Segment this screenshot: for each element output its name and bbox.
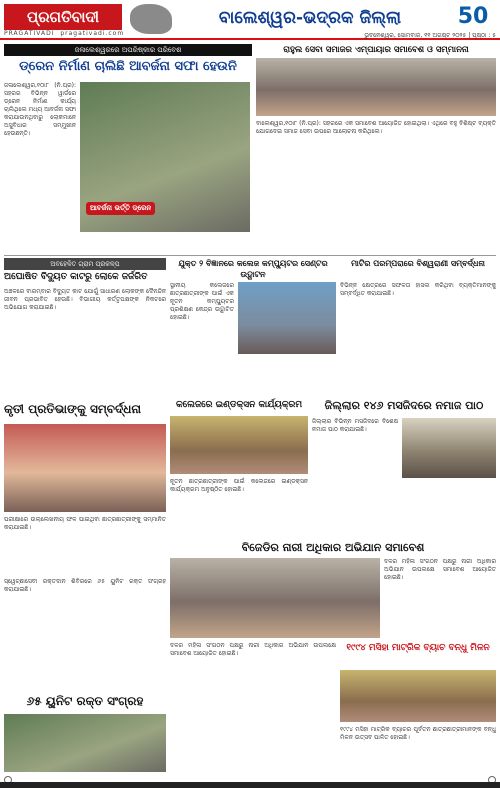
photo-tag: ଆବର୍ଜନା ଭର୍ତ୍ତି ଡ୍ରେନ [86, 202, 155, 215]
dateline: ଭୁବନେଶ୍ୱର, ସୋମବାର, ୧୧ ଅଗଷ୍ଟ ୨୦୨୫ | ପୃଷ୍ଠା : ୫ [364, 32, 496, 39]
story-body: ସ୍ୱେଚ୍ଛାସେବୀ ରକ୍ତଦାନ ଶିବିରରେ ୬୫ ୟୁନିଟ ରକ୍ତ ସଂଗ୍ରହ କରାଯାଇଛି। [4, 578, 166, 593]
rahul-photo [256, 58, 496, 116]
story-computer [170, 258, 336, 396]
story-batch [340, 642, 496, 774]
brand-subtitle: PRAGATIVADI pragativadi.com [4, 30, 125, 37]
story-headline: ଯୁକ୍ତ ୨ ବିଜ୍ଞାନରେ କଲେଜ କମ୍ପ୍ୟୁଟର ସେଣ୍ଟର ଉଦ୍ଘାଟନ [178, 259, 328, 279]
folio-bar [0, 782, 500, 788]
story-body: ୧୯୯୪ ମସିହା ମାଟ୍ରିକ ବ୍ୟାଚର ପୂର୍ବତନ ଛାତ୍ରଛାତ୍ରୀମାନଙ୍କ ବନ୍ଧୁ ମିଳନ ଉତ୍ସବ ପାଳିତ ହୋଇଛି। [340, 726, 496, 741]
story-krushi [4, 398, 166, 576]
masthead [0, 0, 500, 40]
induction-photo [170, 416, 308, 474]
story-body: ସ୍ଥାନୀୟ କଲେଜରେ ଛାତ୍ରଛାତ୍ରୀଙ୍କ ପାଇଁ ଏକ ନୂତନ କମ୍ପ୍ୟୁଟର ପ୍ରଶିକ୍ଷଣ କେନ୍ଦ୍ର ଉଦ୍ଘାଟିତ ହୋଇଛି। [170, 282, 234, 321]
mosque-photo [402, 418, 496, 478]
story-bjd-continued [170, 642, 336, 774]
jubilee-logo: 50 [457, 4, 489, 29]
story-headline: କଲେଜରେ ଇଣ୍ଡକ୍ସନ କାର୍ଯ୍ୟକ୍ରମ [175, 400, 303, 410]
story-kicker: ଅବହେଳିତ ଗ୍ରାମ ପ୍ରକଳ୍ପ [4, 258, 166, 270]
story-body: ଦଳର ମହିଳା ସଂଗଠନ ପକ୍ଷରୁ ନାରୀ ଅଧିକାର ଅଭିଯାନ ଉପଲକ୍ଷେ ସମାବେଶ ଆୟୋଜିତ ହୋଇଛି। [384, 558, 496, 581]
story-headline: ବିଜେଡିର ନାରୀ ଅଧିକାର ଅଭିଯାନ ସମାବେଶ [241, 541, 425, 554]
story-induction [170, 398, 308, 538]
story-kicker: ଜଳାଲେଶ୍ୱରରେ ଅପରିଷ୍କାର ପରିବେଶ [4, 44, 252, 56]
district-map-icon [130, 4, 172, 34]
story-headline: ରାହୁଲ ସେବା ସମାଜର ଏମ୍ପାୟାର ସମାବେଶ ଓ ସମ୍ମାନନା [283, 45, 469, 55]
region-title: ବାଲେଶ୍ୱର-ଭଦ୍ରକ ଜିଲ୍ଲା [218, 8, 402, 28]
story-blood [4, 578, 166, 774]
story-electric [4, 258, 166, 396]
story-drain [4, 44, 252, 252]
story-headline: ଡ୍ରେନ ନିର୍ମାଣ ଚାଲିଛି ଆବର୍ଜନା ସଫା ହେଉନି [19, 59, 237, 74]
story-headline: ଅଘୋଷିତ ବିଦ୍ୟୁତ କାଟରୁ ଲୋକେ ଜର୍ଜରିତ [4, 272, 148, 282]
story-headline: ୧୯୯୪ ମସିହା ମାଟ୍ରିକ ବ୍ୟାଚ ବନ୍ଧୁ ମିଳନ [346, 643, 490, 653]
krushi-photo [4, 424, 166, 512]
blood-photo [4, 714, 166, 772]
story-headline: କୃତୀ ପ୍ରତିଭାଙ୍କୁ ସମ୍ବର୍ଦ୍ଧନା [4, 402, 142, 416]
story-body: ଦଳର ମହିଳା ସଂଗଠନ ପକ୍ଷରୁ ନାରୀ ଅଧିକାର ଅଭିଯାନ ଉପଲକ୍ଷେ ସମାବେଶ ଆୟୋଜିତ ହୋଇଛି। [170, 642, 336, 657]
story-body: ଅଞ୍ଚଳରେ ବାରମ୍ବାର ବିଦ୍ୟୁତ କାଟ ଯୋଗୁଁ ସାଧାରଣ ଲୋକଙ୍କ ଦୈନନ୍ଦିନ ଜୀବନ ପ୍ରଭାବିତ ହେଉଛି। ବିଭାଗୀୟ କର୍ତ୍ତୃପକ୍ଷଙ୍କ ନିକଟରେ ଅଭିଯୋଗ କରାଯାଇଛି। [4, 288, 166, 311]
story-body: ବିଭିନ୍ନ କ୍ଷେତ୍ରରେ ସଫଳତା ହାସଲ କରିଥିବା ବ୍ୟକ୍ତିମାନଙ୍କୁ ସମ୍ବର୍ଦ୍ଧିତ କରାଯାଇଛି। [340, 282, 496, 297]
story-body: ଜିଲ୍ଲାର ବିଭିନ୍ନ ମସଜିଦରେ ବିଶେଷ ନମାଜ ପାଠ କରାଯାଇଛି। [312, 418, 398, 433]
computer-photo [238, 282, 336, 354]
bjd-photo [170, 558, 380, 638]
story-mathi [340, 258, 496, 396]
story-bjd [170, 540, 496, 640]
story-headline: ୬୫ ୟୁନିଟ ରକ୍ତ ସଂଗ୍ରହ [26, 694, 144, 708]
story-headline: ଜିଲ୍ଲାର ୧୪୬ ମସଜିଦରେ ନମାଜ ପାଠ [324, 399, 484, 412]
story-body: ନୂତନ ଛାତ୍ରଛାତ୍ରୀଙ୍କ ପାଇଁ କଲେଜରେ ଇଣ୍ଡକ୍ସନ କାର୍ଯ୍ୟକ୍ରମ ଅନୁଷ୍ଠିତ ହୋଇଛି। [170, 478, 308, 493]
story-mosque [312, 398, 496, 538]
batch-photo [340, 670, 496, 722]
story-body: ବାଲେଶ୍ୱର,୧୦ା୮ (ନି.ପ୍ର): ସହରରେ ଏକ ସମାବେଶ ଆୟୋଜିତ ହୋଇଥିଲା। ଏଥିରେ ବହୁ ବିଶିଷ୍ଟ ବ୍ୟକ୍ତି ଯୋଗଦେଇ ସମାଜ ସେବା ଉପରେ ଆଲୋଚନା କରିଥିଲେ। [256, 120, 496, 135]
story-rahul [256, 44, 496, 252]
story-body: ପରୀକ୍ଷାରେ ଉଲ୍ଲେଖନୀୟ ଫଳ ପାଇଥିବା ଛାତ୍ରଛାତ୍ରୀଙ୍କୁ ସମ୍ମାନିତ କରାଯାଇଛି। [4, 516, 166, 531]
brand-logo: ପ୍ରଗତିବାଦୀ [4, 4, 122, 30]
divider [4, 255, 496, 256]
story-body: ଜଳାଲେଶ୍ୱର,୧୦ା୮ (ନି.ପ୍ର): ସହରର ବିଭିନ୍ନ ୱାର୍ଡରେ ଡ୍ରେନ ନିର୍ମାଣ କାର୍ଯ୍ୟ ଚାଲିଥିଲେ ମଧ୍ୟ ଆବର୍ଜନା ସଫା କରାଯାଉନଥିବାରୁ ଲୋକମାନେ ଅସୁବିଧାର ସମ୍ମୁଖୀନ ହେଉଛନ୍ତି। [4, 82, 76, 137]
story-headline: ମାଟିର ପରମ୍ପରାରେ ବିଶ୍ୱରାଣୀ ସମ୍ବର୍ଦ୍ଧନା [351, 259, 485, 268]
